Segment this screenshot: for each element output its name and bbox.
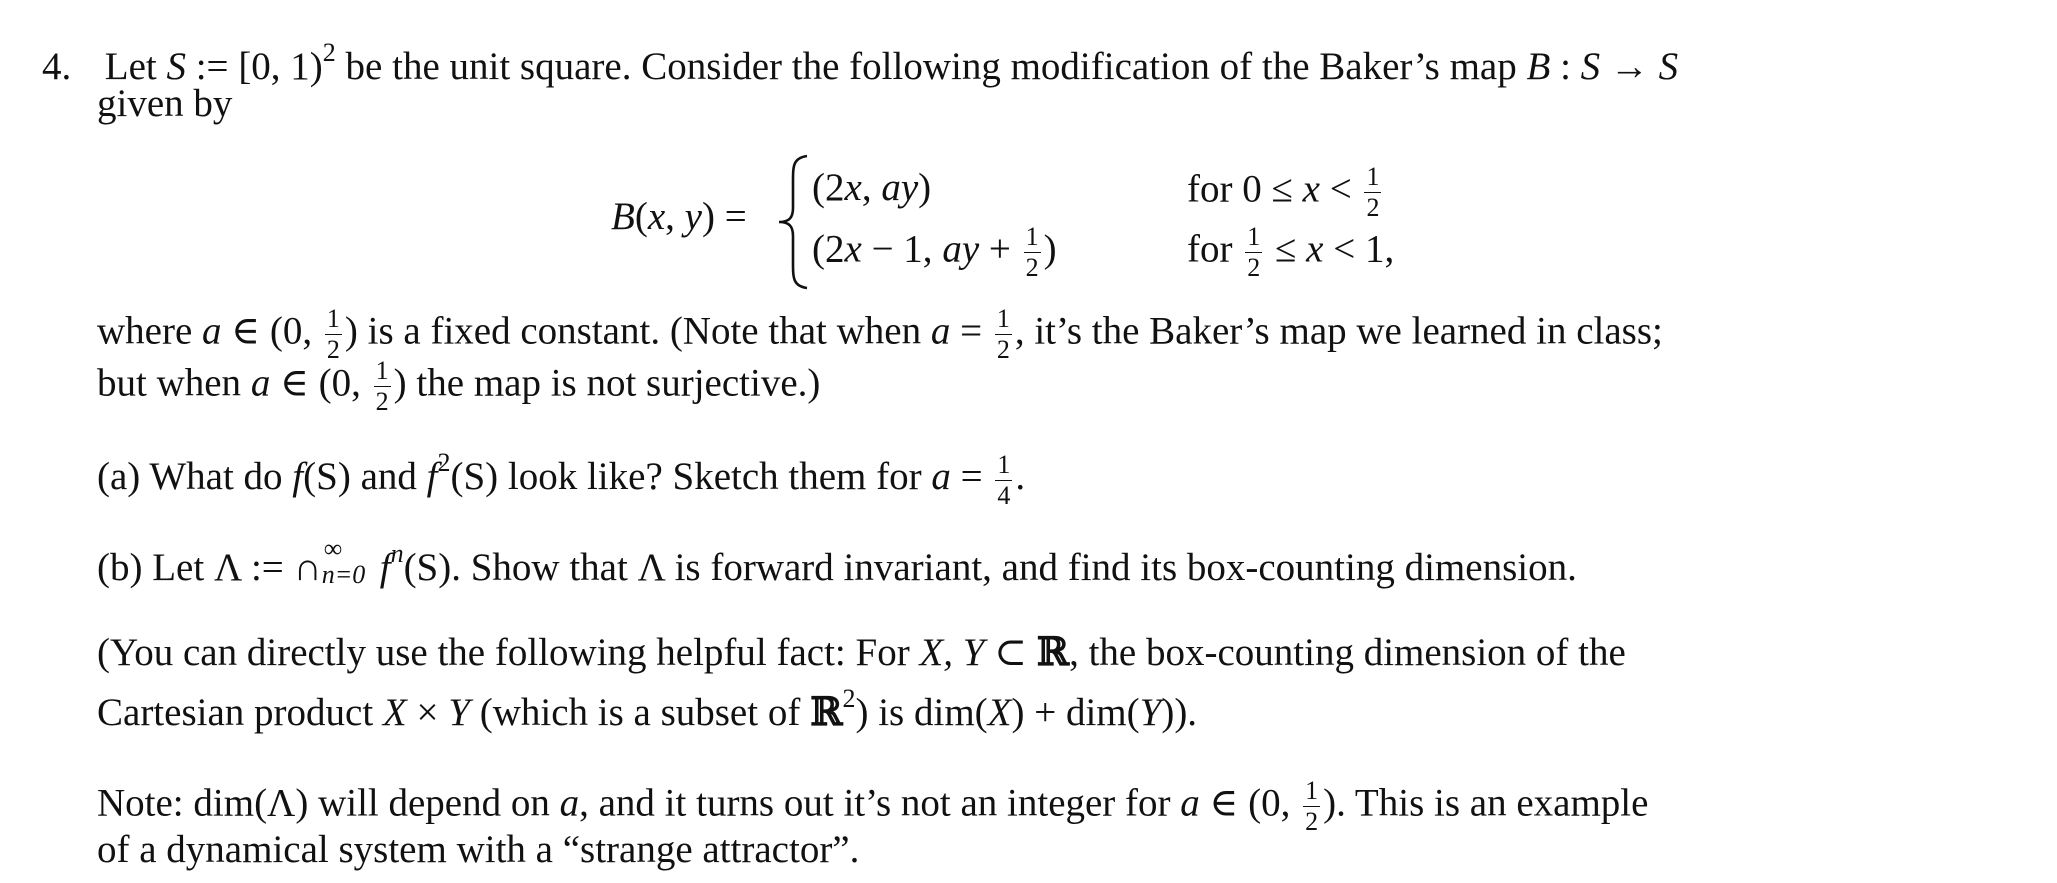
numerator: 1: [997, 449, 1011, 479]
case-1-expression: [812, 168, 931, 207]
math-S: (S): [403, 546, 452, 589]
where-line-1: [97, 306, 1663, 363]
comma: ,: [861, 166, 882, 209]
text: and: [350, 455, 427, 498]
fraction-half: [1245, 224, 1262, 281]
paren: ): [393, 361, 407, 405]
denominator: 2: [375, 387, 389, 416]
denominator: 2: [1366, 193, 1380, 222]
exponent: 2: [437, 448, 451, 477]
fraction-half: [1024, 224, 1041, 281]
math-x: x: [647, 195, 666, 238]
numerator: 1: [1305, 776, 1319, 805]
paren: ): [344, 309, 358, 353]
fraction-half: [995, 306, 1012, 363]
case-2-condition: [1187, 224, 1394, 281]
math-S: (S): [303, 455, 351, 498]
text: (2: [812, 227, 845, 271]
math-reals: ℝ: [810, 689, 843, 735]
paren: ).: [1323, 781, 1346, 825]
exponent: 2: [322, 38, 336, 67]
numerator: 1: [375, 356, 389, 385]
equation-lhs: [611, 197, 747, 236]
period: .: [1015, 455, 1026, 498]
text: ∈ (0,: [270, 361, 371, 405]
intersection-limits: [321, 534, 380, 589]
exponent: n: [390, 539, 404, 568]
math-S: S: [1658, 45, 1679, 88]
note-line-1: [97, 778, 1648, 835]
cases-brace: [773, 152, 813, 292]
text: <: [1319, 167, 1362, 211]
math-ay: ay: [881, 166, 919, 209]
text: given by: [97, 82, 233, 125]
case-2-expression: [812, 224, 1057, 281]
math-x: x: [844, 166, 862, 209]
math-a: a: [202, 309, 222, 353]
times: ×: [406, 691, 449, 734]
case-1-condition: [1187, 164, 1384, 221]
fraction-half: [1303, 778, 1320, 835]
part-b: [97, 534, 1577, 589]
denominator: 2: [1305, 807, 1319, 836]
math-a: a: [559, 781, 580, 825]
text: Let: [104, 45, 167, 88]
text: . Show that Λ is forward invariant, and find its box-counting dimension.: [451, 546, 1577, 589]
note-line-2: [97, 830, 859, 869]
text: − 1,: [861, 227, 943, 271]
text: but when: [97, 361, 251, 405]
text: be the unit square. Consider the following modification of the Baker’s map: [335, 45, 1527, 88]
given-by: [97, 84, 232, 123]
denominator: 2: [996, 335, 1010, 364]
fraction-half: [1364, 164, 1381, 221]
math-a: a: [250, 361, 271, 405]
math-a: a: [931, 455, 951, 498]
part-a: [97, 450, 1025, 509]
text: (b) Let Λ := ∩: [97, 546, 322, 589]
text: ∈ (0,: [1199, 781, 1301, 825]
text: look like? Sketch them for: [498, 455, 932, 498]
text: ∈ (0,: [221, 309, 322, 353]
math-f: f: [426, 455, 438, 498]
math-square: [0, 1): [238, 45, 323, 88]
problem-number: 4.: [42, 45, 72, 88]
math-x: x: [1306, 227, 1324, 271]
arrow: →: [1600, 45, 1659, 88]
text: Note: dim(Λ) will depend on: [97, 781, 560, 825]
text: , it’s the Baker’s map we learned in class;: [1014, 309, 1663, 353]
math-S: S: [1580, 45, 1601, 88]
math-x: x: [844, 227, 862, 271]
text: ≤: [1265, 227, 1307, 271]
text: (which is a subset of: [469, 691, 811, 734]
paren: ): [1043, 227, 1057, 271]
text: , and it turns out it’s not an integer for: [579, 781, 1181, 825]
text: ) + dim(: [1011, 691, 1140, 734]
text: (a) What do: [97, 455, 293, 498]
numerator: 1: [326, 304, 340, 333]
math-S: S: [166, 45, 186, 88]
hint-line-2: [97, 684, 1198, 735]
text: where: [97, 309, 203, 353]
text: This is an example: [1345, 781, 1649, 825]
math-f: f: [379, 546, 391, 589]
text: of a dynamical system with a “strange attractor”.: [97, 828, 860, 871]
equals: =: [950, 309, 992, 353]
comma: ,: [665, 195, 685, 238]
numerator: 1: [996, 304, 1010, 333]
math-Y: Y: [1139, 691, 1162, 734]
math-ay: ay: [942, 227, 980, 271]
math-B: B: [611, 195, 635, 238]
math-a: a: [1180, 781, 1200, 825]
denominator: 4: [997, 480, 1011, 510]
text: is a fixed constant. (Note that when: [357, 309, 931, 353]
text: )).: [1161, 691, 1198, 734]
text: (You can directly use the following helpful fact: For: [97, 631, 920, 674]
limit-upper: ∞: [323, 534, 343, 563]
text: the map is not surjective.): [406, 361, 821, 405]
math-X: X: [987, 691, 1012, 734]
hint-line-1: [97, 629, 1626, 675]
plus: +: [979, 227, 1021, 271]
numerator: 1: [1025, 222, 1039, 251]
math-a: a: [930, 309, 951, 353]
math-XY: X, Y: [919, 631, 985, 674]
math-y: y: [684, 195, 702, 238]
equals: =: [950, 455, 993, 498]
denominator: 2: [1247, 253, 1261, 282]
math-B: B: [1526, 45, 1551, 88]
fraction-half: [374, 358, 391, 415]
fraction-half: [325, 306, 342, 363]
math-X: X: [382, 691, 407, 734]
limit-lower: n=0: [321, 560, 366, 589]
paren: (: [634, 195, 648, 238]
math-x: x: [1302, 167, 1320, 211]
equals: ) =: [701, 195, 747, 238]
paren: ): [918, 166, 932, 209]
math-f: f: [292, 455, 304, 498]
where-line-2: [97, 358, 820, 415]
exponent: 2: [842, 684, 856, 713]
text: (2: [812, 166, 845, 209]
fraction-quarter: [995, 449, 1012, 510]
text: for: [1187, 227, 1243, 271]
numerator: 1: [1366, 162, 1380, 191]
text: < 1,: [1323, 227, 1395, 271]
text: :: [1550, 45, 1581, 88]
math-reals: ℝ: [1036, 629, 1070, 675]
subset: ⊂: [984, 631, 1037, 674]
denominator: 2: [326, 335, 340, 364]
numerator: 1: [1247, 222, 1261, 251]
text: , the box-counting dimension of the: [1069, 631, 1626, 674]
text: ) is dim(: [855, 691, 988, 734]
denominator: 2: [1025, 253, 1039, 282]
text: Cartesian product: [97, 691, 383, 734]
text: for 0 ≤: [1187, 167, 1303, 211]
problem-statement-line-1: [42, 40, 1678, 86]
text: :=: [185, 45, 239, 88]
math-S: (S): [450, 455, 499, 498]
math-Y: Y: [448, 691, 470, 734]
